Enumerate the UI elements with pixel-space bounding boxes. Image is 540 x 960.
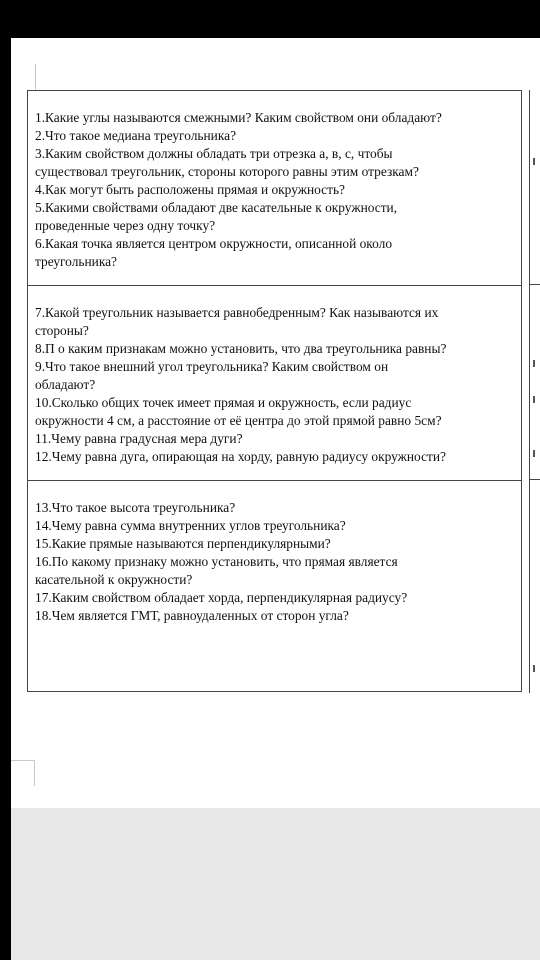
question-line: 10.Сколько общих точек имеет прямая и окружность, если радиус	[35, 395, 412, 410]
question-line: 13.Что такое высота треугольника?	[35, 500, 236, 515]
question-line: окружности 4 см, а расстояние от её центра до этой прямой равно 5см?	[35, 413, 442, 428]
question-line: 11.Чему равна градусная мера дуги?	[35, 431, 243, 446]
question-line: 7.Какой треугольник называется равнобедренным? Как называются их	[35, 305, 439, 320]
adjacent-table-edge	[529, 90, 540, 693]
text-fragment	[533, 158, 535, 165]
row-divider	[530, 479, 540, 480]
question-block-3	[28, 480, 521, 692]
question-line: 17.Каким свойством обладает хорда, перпендикулярная радиусу?	[35, 590, 408, 605]
text-fragment	[533, 396, 535, 403]
question-block-1	[28, 90, 521, 285]
question-line: стороны?	[35, 323, 89, 338]
document-page	[11, 38, 540, 808]
question-line: 5.Какими свойствами обладают две касательные к окружности,	[35, 200, 398, 215]
question-line: касательной к окружности?	[35, 572, 193, 587]
question-line: 3.Каким свойством должны обладать три отрезка а, в, с, чтобы	[35, 146, 393, 161]
question-line: 12.Чему равна дуга, опирающая на хорду, равную радиусу окружности?	[35, 449, 446, 464]
crop-mark-bottom-h	[11, 760, 35, 761]
crop-mark-bottom	[34, 760, 35, 786]
question-line: 8.П о каким признакам можно установить, что два треугольника равны?	[35, 341, 447, 356]
question-line: 1.Какие углы называются смежными? Каким свойством они обладают?	[35, 110, 442, 125]
text-fragment	[533, 665, 535, 672]
question-line: 6.Какая точка является центром окружности, описанной около	[35, 236, 393, 251]
crop-mark-top	[35, 64, 36, 90]
question-line: обладают?	[35, 377, 96, 392]
question-line: 16.По какому признаку можно установить, что прямая является	[35, 554, 398, 569]
question-line: треугольника?	[35, 254, 118, 269]
question-line: 18.Чем является ГМТ, равноудаленных от сторон угла?	[35, 608, 349, 623]
question-line: 9.Что такое внешний угол треугольника? Каким свойством он	[35, 359, 389, 374]
question-line: 4.Как могут быть расположены прямая и окружность?	[35, 182, 346, 197]
viewer-background	[11, 808, 540, 960]
question-line: существовал треугольник, стороны которого равны этим отрезкам?	[35, 164, 419, 179]
question-line: 15.Какие прямые называются перпендикулярными?	[35, 536, 331, 551]
row-divider	[530, 284, 540, 285]
text-fragment	[533, 450, 535, 457]
question-line: проведенные через одну точку?	[35, 218, 216, 233]
question-block-2	[28, 285, 521, 480]
text-fragment	[533, 360, 535, 367]
question-line: 14.Чему равна сумма внутренних углов треугольника?	[35, 518, 346, 533]
question-line: 2.Что такое медиана треугольника?	[35, 128, 237, 143]
questions-table	[27, 90, 522, 692]
